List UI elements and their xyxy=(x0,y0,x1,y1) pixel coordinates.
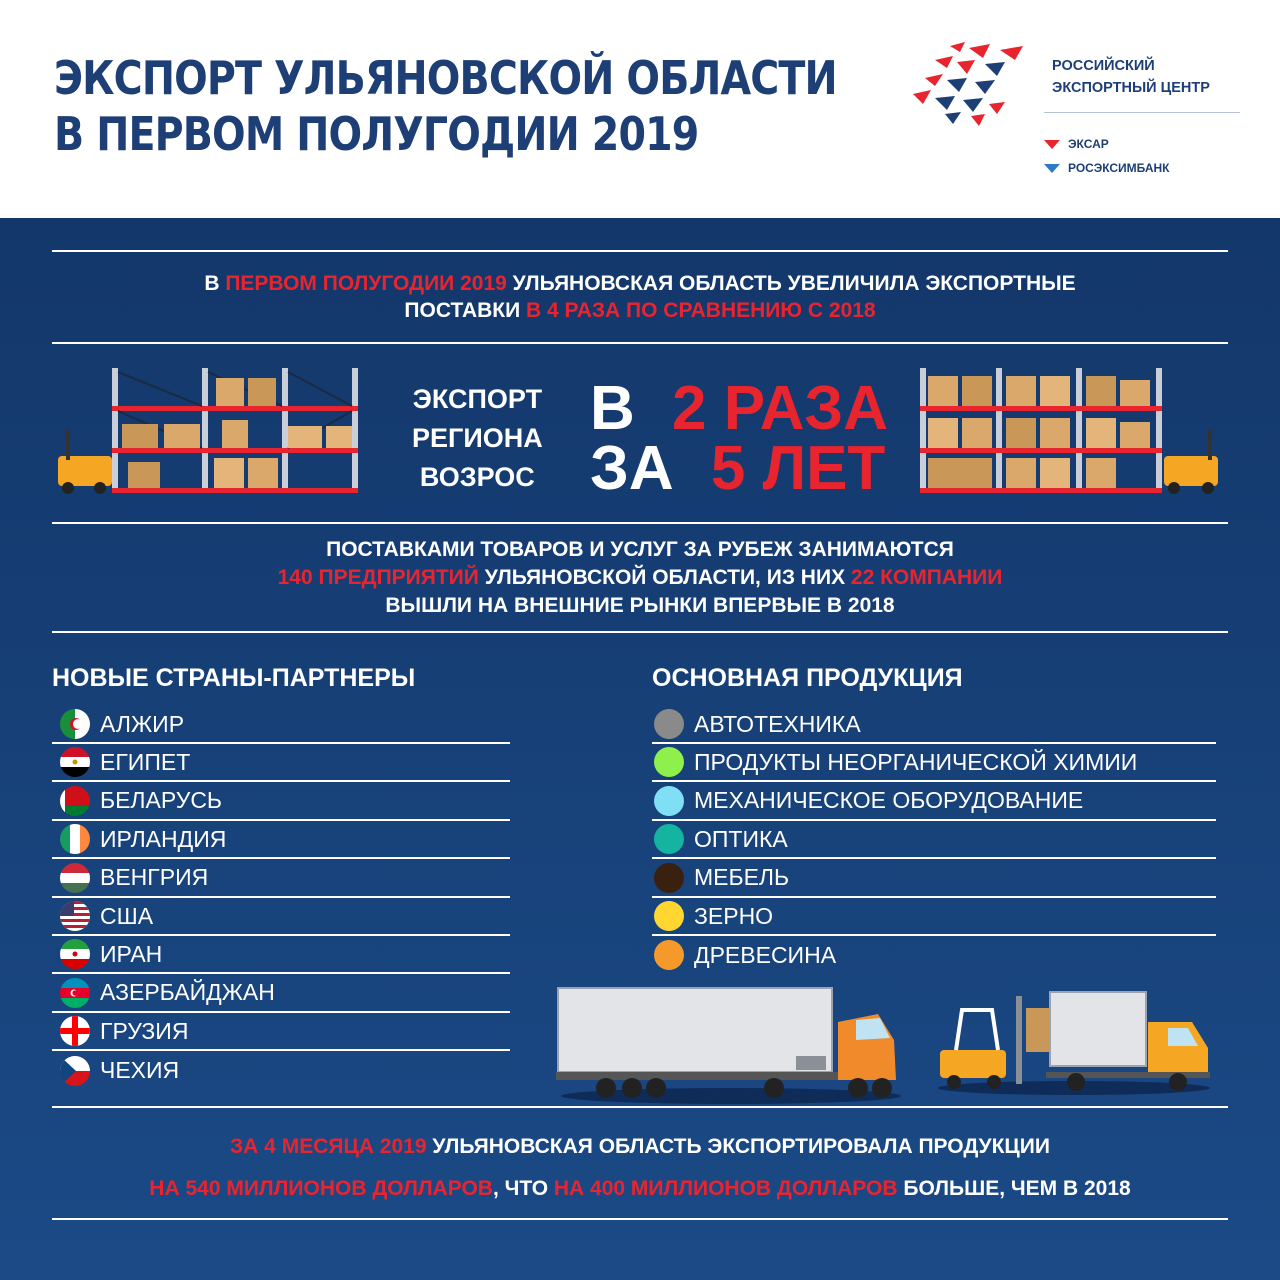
partner-row-usa xyxy=(52,898,510,936)
title-line-1: ЭКСПОРТ УЛЬЯНОВСКОЙ ОБЛАСТИ xyxy=(54,51,837,105)
partner-label: ИРЛАНДИЯ xyxy=(100,825,227,852)
product-row xyxy=(652,706,1216,744)
companies-highlight: 22 КОМПАНИИ xyxy=(850,566,1003,589)
partner-row-azerbaijan xyxy=(52,975,510,1013)
roseximbank-logo xyxy=(1044,161,1170,175)
product-color-dot-icon xyxy=(654,824,684,854)
exiar-icon xyxy=(1044,140,1060,149)
partner-row-ireland xyxy=(52,821,510,859)
companies-part: УЛЬЯНОВСКОЙ ОБЛАСТИ, ИЗ НИХ xyxy=(478,566,851,589)
product-label: МЕХАНИЧЕСКОЕ ОБОРУДОВАНИЕ xyxy=(694,787,1084,814)
hungary-flag-icon xyxy=(60,863,90,893)
intro-highlight: ПЕРВОМ ПОЛУГОДИИ 2019 xyxy=(225,272,507,295)
divider xyxy=(52,522,1228,524)
partner-row-egypt xyxy=(52,744,510,782)
warehouse-right-icon xyxy=(916,366,1228,494)
van-forklift-icon xyxy=(936,988,1212,1096)
partner-row-algeria xyxy=(52,706,510,744)
product-color-dot-icon xyxy=(654,863,684,893)
product-label: ДРЕВЕСИНА xyxy=(694,941,837,968)
growth-years-prefix: ЗА xyxy=(590,434,674,503)
growth-label-line: ВОЗРОС xyxy=(419,462,535,492)
product-row xyxy=(652,860,1216,898)
growth-times-value: 2 РАЗА xyxy=(672,374,889,443)
partner-label: АЗЕРБАЙДЖАН xyxy=(100,979,275,1006)
product-color-dot-icon xyxy=(654,747,684,777)
divider xyxy=(52,1218,1228,1220)
bottom-highlight: НА 540 МИЛЛИОНОВ ДОЛЛАРОВ xyxy=(149,1177,493,1200)
warehouse-left-icon xyxy=(52,366,364,494)
partner-row-belarus xyxy=(52,783,510,821)
main-panel xyxy=(0,218,1280,1280)
czechia-flag-icon xyxy=(60,1056,90,1086)
bottom-highlight: ЗА 4 МЕСЯЦА 2019 xyxy=(230,1135,427,1158)
algeria-flag-icon xyxy=(60,709,90,739)
partner-label: ЧЕХИЯ xyxy=(100,1057,180,1084)
roseximbank-label: РОСЭКСИМБАНК xyxy=(1068,161,1170,175)
growth-years-value: 5 ЛЕТ xyxy=(710,434,886,503)
page-title xyxy=(54,50,837,162)
partner-label: ИРАН xyxy=(100,940,163,967)
product-label: МЕБЕЛЬ xyxy=(694,864,790,891)
logo-text-line-2: ЭКСПОРТНЫЙ ЦЕНТР xyxy=(1052,80,1210,96)
growth-label-line: РЕГИОНА xyxy=(412,423,543,453)
partner-row-hungary xyxy=(52,860,510,898)
product-row xyxy=(652,783,1216,821)
product-color-dot-icon xyxy=(654,901,684,931)
growth-label xyxy=(412,380,543,497)
product-color-dot-icon xyxy=(654,786,684,816)
product-label: ЗЕРНО xyxy=(694,902,774,929)
logo-divider xyxy=(1044,112,1240,113)
divider xyxy=(52,342,1228,344)
azerbaijan-flag-icon xyxy=(60,978,90,1008)
logo-text xyxy=(1052,55,1210,99)
partner-label: БЕЛАРУСЬ xyxy=(100,787,223,814)
partners-title: НОВЫЕ СТРАНЫ-ПАРТНЕРЫ xyxy=(52,664,416,692)
divider xyxy=(52,250,1228,252)
companies-text xyxy=(52,536,1228,620)
product-label: АВТОТЕХНИКА xyxy=(694,710,861,737)
title-line-2: В ПЕРВОМ ПОЛУГОДИИ 2019 xyxy=(54,107,699,161)
header xyxy=(0,0,1280,218)
egypt-flag-icon xyxy=(60,747,90,777)
product-label: ПРОДУКТЫ НЕОРГАНИЧЕСКОЙ ХИМИИ xyxy=(694,748,1138,775)
intro-highlight: В 4 РАЗА ПО СРАВНЕНИЮ С 2018 xyxy=(526,299,876,322)
intro-part: ПОСТАВКИ xyxy=(404,299,527,322)
divider xyxy=(52,631,1228,633)
divider xyxy=(52,1106,1228,1108)
ireland-flag-icon xyxy=(60,824,90,854)
partner-label: ЕГИПЕТ xyxy=(100,748,191,775)
companies-highlight: 140 ПРЕДПРИЯТИЙ xyxy=(277,566,479,589)
companies-line: ВЫШЛИ НА ВНЕШНИЕ РЫНКИ ВПЕРВЫЕ В 2018 xyxy=(385,594,895,617)
product-row xyxy=(652,898,1216,936)
growth-years xyxy=(590,434,885,504)
bottom-highlight: НА 400 МИЛЛИОНОВ ДОЛЛАРОВ xyxy=(553,1177,898,1200)
intro-part: УЛЬЯНОВСКАЯ ОБЛАСТЬ УВЕЛИЧИЛА ЭКСПОРТНЫЕ xyxy=(506,272,1076,295)
product-row xyxy=(652,744,1216,782)
partner-row-georgia xyxy=(52,1013,510,1051)
product-row xyxy=(652,936,1216,974)
georgia-flag-icon xyxy=(60,1016,90,1046)
roseximbank-icon xyxy=(1044,164,1060,173)
product-color-dot-icon xyxy=(654,709,684,739)
growth-label-line: ЭКСПОРТ xyxy=(412,384,543,414)
bottom-part: БОЛЬШЕ, ЧЕМ В 2018 xyxy=(897,1177,1131,1200)
product-label: ОПТИКА xyxy=(694,825,788,852)
partner-label: ВЕНГРИЯ xyxy=(100,864,209,891)
growth-times-prefix: В xyxy=(590,374,635,443)
partner-label: США xyxy=(100,902,154,929)
iran-flag-icon xyxy=(60,939,90,969)
product-color-dot-icon xyxy=(654,940,684,970)
partner-row-iran xyxy=(52,936,510,974)
truck-icon xyxy=(556,984,906,1106)
product-row xyxy=(652,821,1216,859)
exiar-logo xyxy=(1044,137,1109,151)
companies-line: ПОСТАВКАМИ ТОВАРОВ И УСЛУГ ЗА РУБЕЖ ЗАНИМАЮТСЯ xyxy=(326,538,954,561)
usa-flag-icon xyxy=(60,901,90,931)
partner-label: ГРУЗИЯ xyxy=(100,1017,189,1044)
exiar-label: ЭКСАР xyxy=(1068,137,1109,151)
logo-text-line-1: РОССИЙСКИЙ xyxy=(1052,58,1155,74)
bottom-part: УЛЬЯНОВСКАЯ ОБЛАСТЬ ЭКСПОРТИРОВАЛА ПРОДУКЦИИ xyxy=(426,1135,1050,1158)
bottom-part: , ЧТО xyxy=(492,1177,554,1200)
intro-text xyxy=(52,270,1228,324)
partner-row-czechia xyxy=(52,1052,510,1090)
products-title: ОСНОВНАЯ ПРОДУКЦИЯ xyxy=(652,664,963,692)
rec-logo-icon xyxy=(905,38,1035,128)
intro-part: В xyxy=(204,272,226,295)
partner-label: АЛЖИР xyxy=(100,710,185,737)
belarus-flag-icon xyxy=(60,786,90,816)
bottom-text xyxy=(52,1126,1228,1210)
